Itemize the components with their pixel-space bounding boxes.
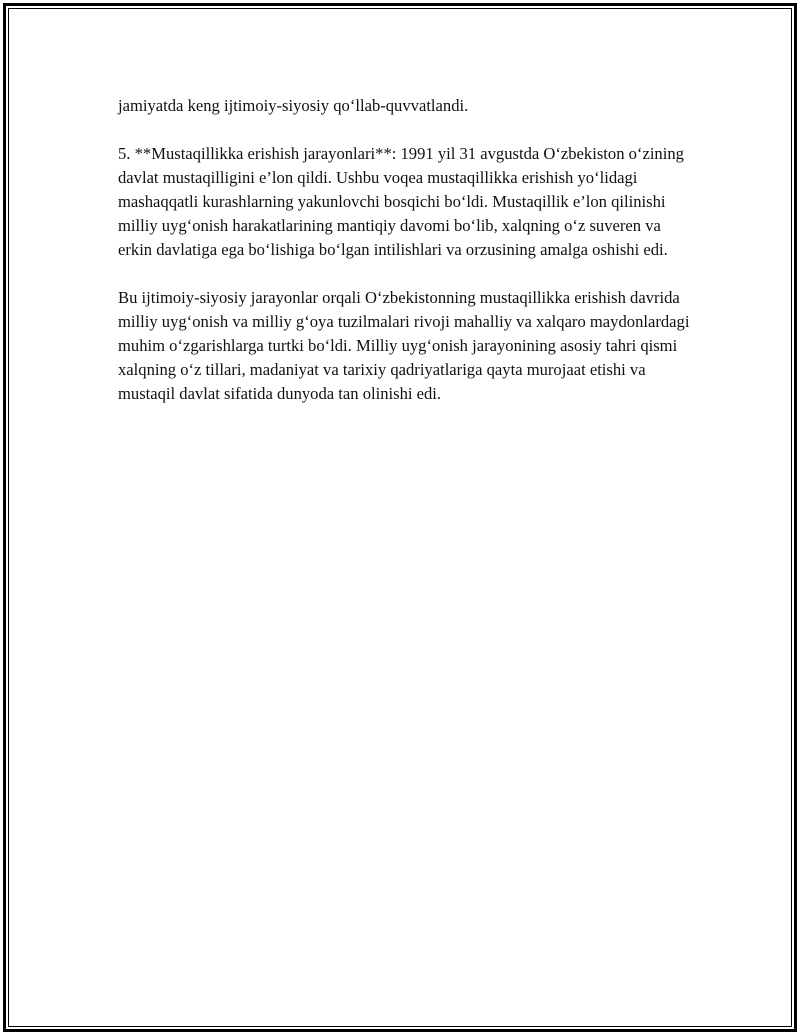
paragraph-summary: Bu ijtimoiy-siyosiy jarayonlar orqali O‘zbekistonning mustaqillikka erishish davrida milliy uyg‘onish va milliy g‘oya tuzilmalari rivoji mahalliy va xalqaro maydonlardagi muhim o‘zgarishlarga turtki bo‘ldi. Milliy uyg‘onish jarayonining asosiy tahri qismi xalqning o‘z tillari, madaniyat va tarixiy qadriyatlariga qayta murojaat etishi va mustaqil davlat sifatida dunyoda tan olinishi edi. <box>118 288 690 403</box>
paragraph-independence-process: 5. **Mustaqillikka erishish jarayonlari**: 1991 yil 31 avgustda O‘zbekiston o‘zining davlat mustaqilligini e’lon qildi. Ushbu voqea mustaqillikka erishish yo‘lidagi mashaqqatli kurashlarning yakunlovchi bosqichi bo‘ldi. Mustaqillik e’lon qilinishi milliy uyg‘onish harakatlarining mantiqiy davomi bo‘lib, xalqning o‘z suveren va erkin davlatiga ega bo‘lishiga bo‘lgan intilishlari va orzusining amalga oshishi edi. <box>118 144 684 259</box>
paragraph-continuation: jamiyatda keng ijtimoiy-siyosiy qo‘llab-quvvatlandi. <box>118 96 469 115</box>
document-page <box>3 3 797 1032</box>
document-body <box>118 94 698 430</box>
